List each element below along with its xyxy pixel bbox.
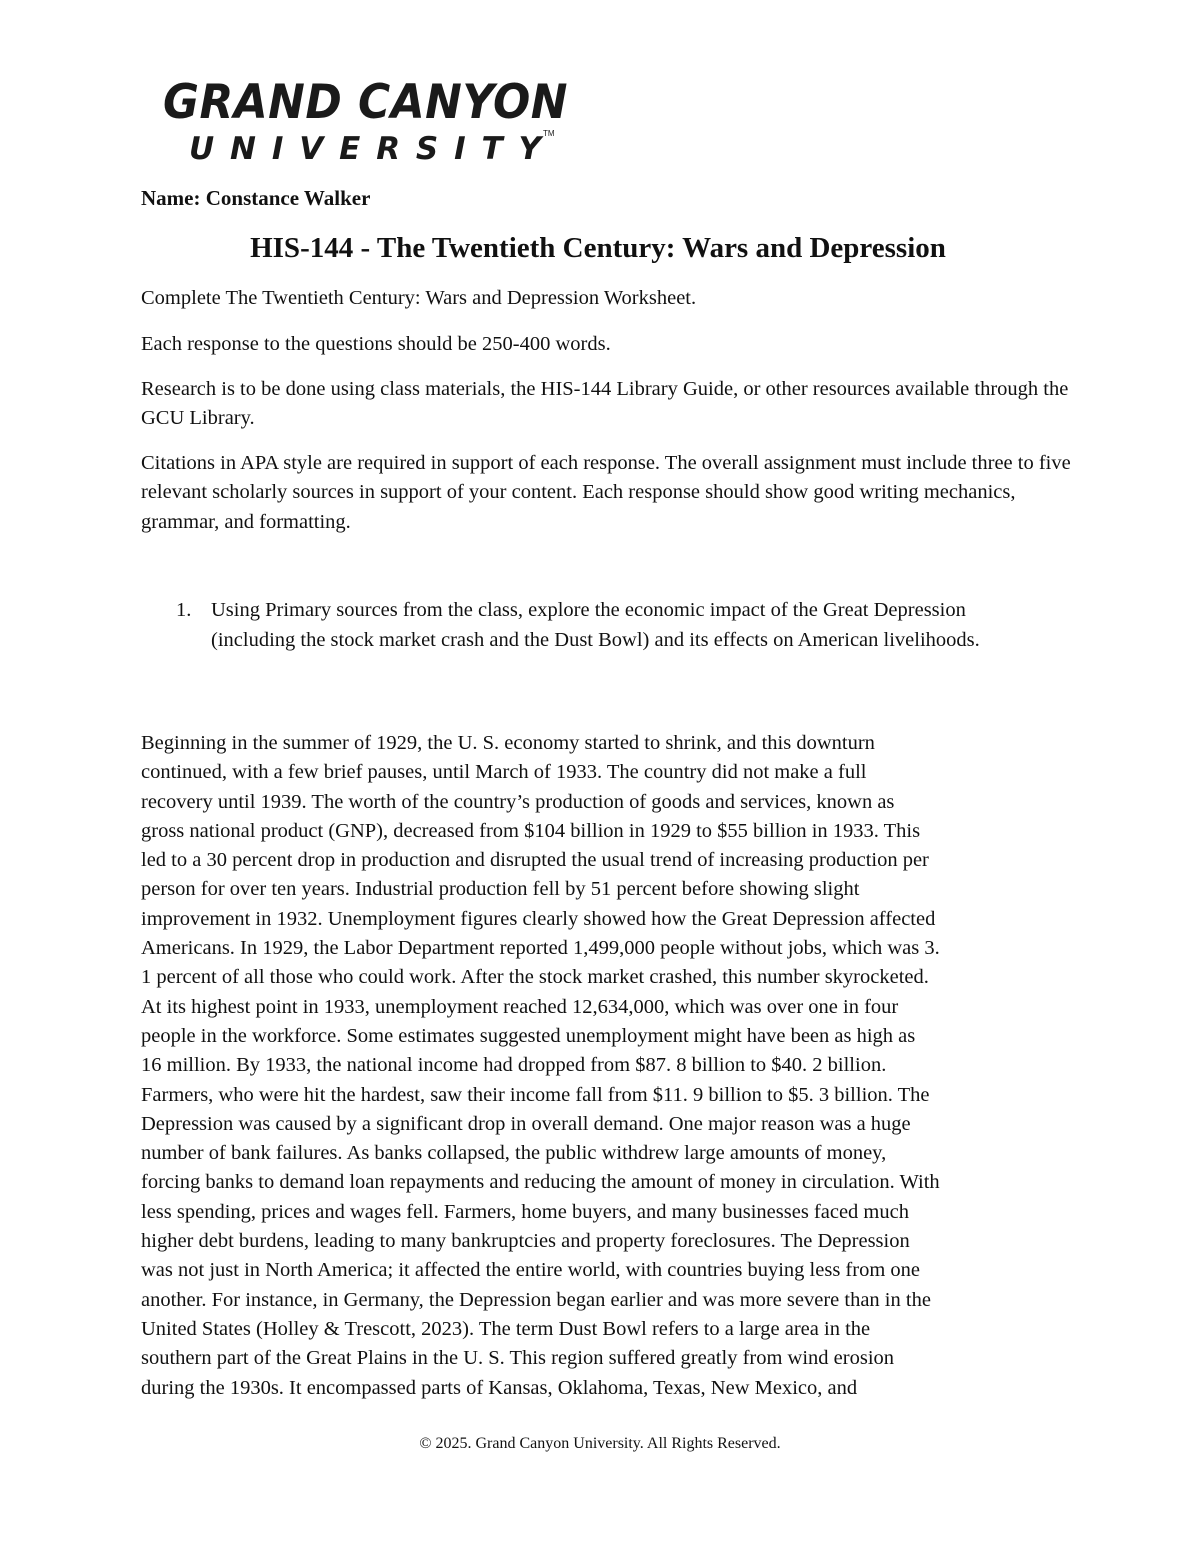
answer-body	[141, 729, 1066, 1403]
answer-line: during the 1930s. It encompassed parts of Kansas, Oklahoma, Texas, New Mexico, and	[141, 1376, 858, 1399]
question-item	[141, 596, 1071, 655]
answer-line: United States (Holley & Trescott, 2023). The term Dust Bowl refers to a large area in the	[141, 1317, 871, 1340]
answer-line: improvement in 1932. Unemployment figures clearly showed how the Great Depression affected	[141, 907, 936, 930]
answer-line: 16 million. By 1933, the national income had dropped from $87. 8 billion to $40. 2 billion.	[141, 1054, 887, 1077]
answer-line: At its highest point in 1933, unemployment reached 12,634,000, which was over one in four	[141, 995, 899, 1018]
answer-line: forcing banks to demand loan repayments and reducing the amount of money in circulation. With	[141, 1171, 940, 1194]
logo-line2: UNIVERSITY	[189, 131, 541, 164]
answer-line: southern part of the Great Plains in the U. S. This region suffered greatly from wind erosion	[141, 1347, 895, 1370]
logo-line1: GRAND CANYON	[163, 75, 568, 130]
answer-line: 1 percent of all those who could work. After the stock market crashed, this number skyrocketed.	[141, 966, 929, 989]
answer-line: another. For instance, in Germany, the Depression began earlier and was more severe than in the	[141, 1288, 931, 1311]
answer-line: recovery until 1939. The worth of the country’s production of goods and services, known as	[141, 790, 895, 813]
answer-line: people in the workforce. Some estimates suggested unemployment might have been as high as	[141, 1024, 916, 1047]
answer-line: less spending, prices and wages fell. Farmers, home buyers, and many businesses faced much	[141, 1200, 909, 1223]
answer-line: person for over ten years. Industrial production fell by 51 percent before showing slight	[141, 878, 860, 901]
question-number: 1.	[176, 599, 192, 621]
copyright-footer: © 2025. Grand Canyon University. All Rights Reserved.	[419, 1435, 781, 1452]
answer-line: was not just in North America; it affected the entire world, with countries buying less from one	[141, 1259, 921, 1282]
page-title: HIS-144 - The Twentieth Century: Wars and Depression	[250, 232, 946, 264]
answer-line: higher debt burdens, leading to many bankruptcies and property foreclosures. The Depression	[141, 1230, 910, 1253]
instruction-paragraph: Research is to be done using class materials, the HIS-144 Library Guide, or other resources available through the GCU Library.	[141, 378, 1069, 430]
instruction-paragraph: Citations in APA style are required in support of each response. The overall assignment must include three to five relevant scholarly sources in support of your content. Each response should show good writing mechanics, grammar, and formatting.	[141, 452, 1071, 533]
answer-line: Depression was caused by a significant drop in overall demand. One major reason was a huge	[141, 1112, 911, 1135]
instruction-paragraph: Each response to the questions should be 250-400 words.	[141, 333, 611, 355]
answer-line: continued, with a few brief pauses, until March of 1933. The country did not make a full	[141, 761, 867, 784]
answer-line: gross national product (GNP), decreased from $104 billion in 1929 to $55 billion in 1933. This	[141, 819, 921, 842]
answer-line: Farmers, who were hit the hardest, saw their income fall from $11. 9 billion to $5. 3 billion. The	[141, 1083, 930, 1106]
answer-line: led to a 30 percent drop in production and disrupted the usual trend of increasing production per	[141, 849, 929, 872]
student-name: Name: Constance Walker	[141, 186, 371, 210]
university-logo-graphic	[163, 72, 573, 164]
question-text: Using Primary sources from the class, explore the economic impact of the Great Depression (including the stock market crash and the Dust Bowl) and its effects on American livelihoods.	[211, 599, 980, 651]
university-logo	[163, 72, 573, 164]
answer-line: Americans. In 1929, the Labor Department reported 1,499,000 people without jobs, which was 3.	[141, 937, 940, 960]
logo-trademark: TM	[543, 129, 555, 138]
instruction-paragraph: Complete The Twentieth Century: Wars and Depression Worksheet.	[141, 287, 697, 309]
answer-line: Beginning in the summer of 1929, the U. S. economy started to shrink, and this downturn	[141, 732, 875, 754]
answer-line: number of bank failures. As banks collapsed, the public withdrew large amounts of money,	[141, 1142, 887, 1165]
